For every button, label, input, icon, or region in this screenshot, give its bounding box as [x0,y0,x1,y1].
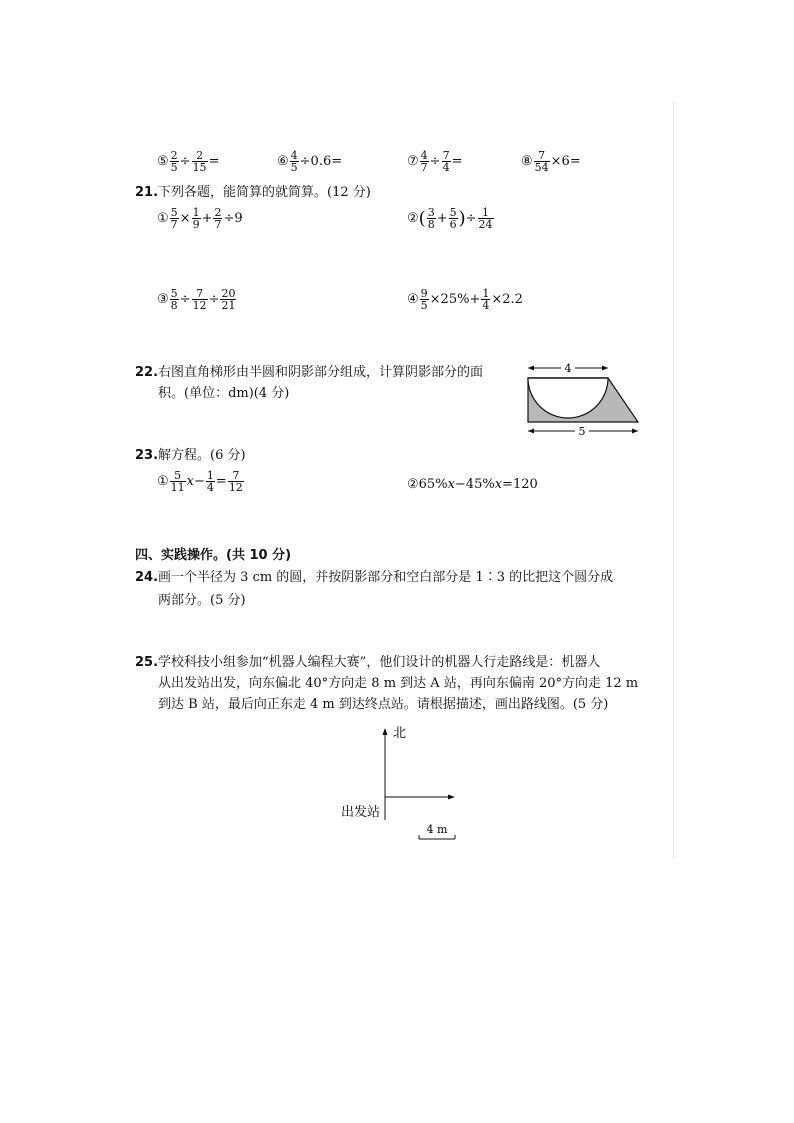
variable: x [494,477,503,492]
expression-rest: ÷0.6= [299,154,343,169]
denominator: 21 [221,299,236,312]
item-marker: ② [407,477,419,492]
fraction [206,470,215,493]
item-marker: ⑧ [521,154,533,169]
question-25-line-3: 到达 B 站，最后向正东走 4 m 到达终点站。请根据描述，画出路线图。(5 分) [158,697,609,712]
question-22-line-2: 积。(单位：dm)(4 分) [158,386,290,401]
term: 65% [418,477,448,492]
fraction [420,288,429,311]
q20-item-6 [277,150,342,173]
variable: x [447,477,455,492]
bottom-length-label: 5 [578,425,586,438]
fraction [228,470,244,493]
q23-item-2 [407,477,538,492]
q20-item-8 [521,150,581,173]
arrow-left [528,366,534,371]
operator: ÷ [179,292,191,307]
expression-rest: ×2.2 [491,292,523,307]
question-number: 22. [135,365,159,380]
item-marker: ⑤ [157,154,169,169]
fraction [170,470,186,493]
item-marker: ③ [157,292,169,307]
expression-rest: ÷9 [223,211,243,226]
arrow-left [528,429,534,434]
question-number: 23. [135,448,159,463]
denominator: 5 [420,299,428,312]
fraction [481,288,490,311]
q20-item-5 [157,150,219,173]
question-text: 画一个半径为 3 cm 的圆，并按阴影部分和空白部分是 1∶3 的比把这个圆分成 [158,570,614,585]
section-4-title: 四、实践操作。(共 10 分) [135,548,292,563]
arrow-right [602,366,608,371]
fraction [420,150,429,173]
denominator: 7 [170,218,178,231]
page-edge [673,100,674,860]
numerator: 9 [420,287,428,300]
numerator: 5 [170,287,178,300]
numerator: 2 [170,149,178,162]
variable: x [186,474,194,489]
fraction [442,150,451,173]
fraction [534,150,550,173]
north-arrow-icon [383,728,388,735]
fraction [192,150,208,173]
question-text: 解方程。(6 分) [158,448,246,463]
question-text: 右图直角梯形由半圆和阴影部分组成，计算阴影部分的面 [158,365,484,380]
numerator: 2 [214,206,222,219]
denominator: 54 [534,161,549,174]
numerator: 1 [482,206,490,219]
fraction [192,288,208,311]
numerator: 4 [290,149,298,162]
numerator: 1 [206,469,214,482]
top-length-label: 4 [564,362,572,375]
q21-item-3 [157,288,237,311]
item-marker: ⑥ [277,154,289,169]
arrow-right [632,429,638,434]
denominator: 7 [214,218,222,231]
numerator: 4 [420,149,428,162]
close-paren: ) [458,208,466,229]
denominator: 4 [442,161,450,174]
question-number: 21. [135,185,159,200]
fraction [170,207,179,230]
item-marker: ② [407,211,419,226]
operator: + [436,211,448,226]
fraction [170,288,179,311]
denominator: 12 [192,299,207,312]
question-23-header [135,443,246,469]
operator: ÷ [465,211,477,226]
denominator: 4 [482,299,490,312]
q21-item-1 [157,207,243,230]
denominator: 9 [192,218,200,231]
fraction [427,207,436,230]
item-marker: ① [157,474,169,489]
numerator: 2 [196,149,204,162]
denominator: 6 [449,218,457,231]
q20-item-7 [407,150,462,173]
operator: ÷ [208,292,220,307]
q21-item-2 [407,207,495,230]
item-marker: ④ [407,292,419,307]
numerator: 5 [170,206,178,219]
expression-rest: ×6= [550,154,581,169]
fraction [290,150,299,173]
numerator: 5 [174,469,182,482]
operator: × [179,211,191,226]
question-number: 24. [135,570,159,585]
equals: = [208,154,220,169]
denominator: 5 [170,161,178,174]
fraction [192,207,201,230]
denominator: 8 [170,299,178,312]
question-number: 25. [135,655,159,670]
denominator: 8 [427,218,435,231]
operator: − [194,474,205,489]
numerator: 20 [221,287,236,300]
question-24-line-2: 两部分。(5 分) [158,593,246,608]
fraction [170,150,179,173]
denominator: 7 [420,161,428,174]
equals: = [215,474,227,489]
question-text: 学校科技小组参加“机器人编程大赛”，他们设计的机器人行走路线是：机器人 [158,655,601,670]
denominator: 4 [206,481,214,494]
operator: + [201,211,213,226]
q21-item-4 [407,288,523,311]
item-marker: ⑦ [407,154,419,169]
numerator: 3 [427,206,435,219]
fraction [220,288,236,311]
operator: ÷ [179,154,191,169]
start-station-label: 出发站 [341,805,381,820]
question-21-header [135,180,371,206]
numerator: 5 [449,206,457,219]
open-paren: ( [418,208,426,229]
numerator: 1 [192,206,200,219]
question-text: 下列各题，能简算的就简算。(12 分) [158,185,371,200]
fraction [449,207,458,230]
numerator: 7 [196,287,204,300]
denominator: 24 [478,218,493,231]
fraction [213,207,222,230]
term: −45% [454,477,495,492]
item-marker: ① [157,211,169,226]
operator: ÷ [429,154,441,169]
denominator: 11 [170,481,185,494]
equals: = [451,154,463,169]
numerator: 7 [232,469,240,482]
term: =120 [502,477,538,492]
numerator: 7 [538,149,546,162]
denominator: 15 [192,161,207,174]
denominator: 12 [228,481,243,494]
q23-item-1 [157,470,245,493]
east-arrow-icon [448,795,455,800]
numerator: 7 [442,149,450,162]
route-grid [335,720,465,845]
trapezoid-figure [522,360,646,438]
denominator: 5 [290,161,298,174]
operator: ×25%+ [429,292,481,307]
north-label: 北 [393,726,407,741]
fraction [478,207,494,230]
scale-label: 4 m [426,823,448,836]
numerator: 1 [482,287,490,300]
question-25-line-2: 从出发站出发，向东偏北 40°方向走 8 m 到达 A 站，再向东偏南 20°方向走 12 m [158,676,639,691]
